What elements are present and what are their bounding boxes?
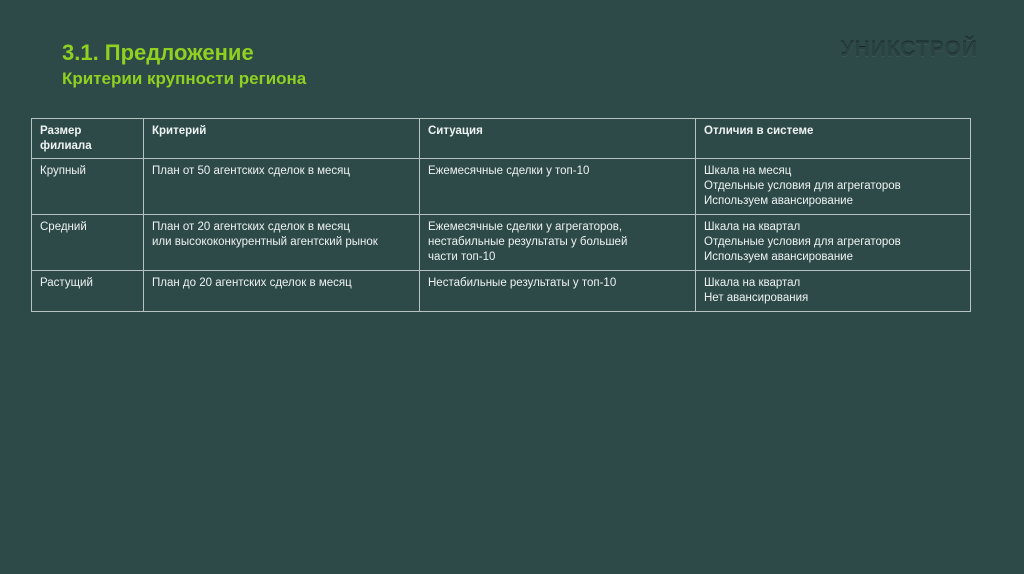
cell-differences [696,159,971,215]
company-logo: УНИКСТРОЙ [840,38,978,61]
cell-line: Шкала на месяц [704,165,792,177]
cell-line: Используем авансирование [704,251,853,263]
cell-situation [420,271,696,312]
table-row [32,271,971,312]
cell-differences [696,215,971,271]
column-header: Отличия в системе [696,119,971,159]
column-header: Критерий [144,119,420,159]
cell-line: План от 20 агентских сделок в месяц [152,221,350,233]
column-header: Ситуация [420,119,696,159]
cell-size: Крупный [32,159,144,215]
cell-line: Нет авансирования [704,292,809,304]
cell-line: Используем авансирование [704,195,853,207]
cell-line: Отдельные условия для агрегаторов [704,236,901,248]
table-row [32,159,971,215]
title-block [62,40,306,90]
cell-line: Нестабильные результаты у топ-10 [428,277,617,289]
column-header: Размер филиала [32,119,144,159]
criteria-table [31,118,971,312]
cell-line: Шкала на квартал [704,277,801,289]
cell-line: Шкала на квартал [704,221,801,233]
cell-size: Средний [32,215,144,271]
cell-line: План до 20 агентских сделок в месяц [152,277,352,289]
cell-line: Ежемесячные сделки у агрегаторов, [428,221,623,233]
page-title: 3.1. Предложение [62,40,254,65]
cell-line: или высококонкурентный агентский рынок [152,236,378,248]
table-row [32,215,971,271]
cell-line: План от 50 агентских сделок в месяц [152,165,350,177]
cell-line: Ежемесячные сделки у топ-10 [428,165,590,177]
cell-line: части топ-10 [428,251,496,263]
cell-criterion [144,215,420,271]
table-header-row [32,119,971,159]
cell-criterion [144,271,420,312]
cell-situation [420,159,696,215]
page-subtitle: Критерии крупности региона [62,69,307,88]
cell-differences [696,271,971,312]
cell-line: Отдельные условия для агрегаторов [704,180,901,192]
cell-criterion [144,159,420,215]
cell-size: Растущий [32,271,144,312]
cell-line: нестабильные результаты у большей [428,236,628,248]
cell-situation [420,215,696,271]
